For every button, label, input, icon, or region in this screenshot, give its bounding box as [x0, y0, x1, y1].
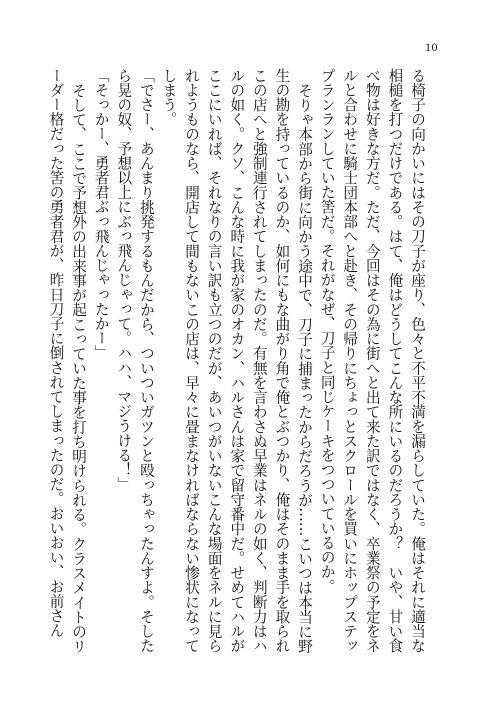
page-number: 10	[425, 40, 438, 54]
paragraph-1: る椅子の向かいにはその刀子が座り、色々と不平不満を漏らしていた。俺はそれに適当な相槌を打つだけである。はて、俺はどうしてこんな所にいるのだろうか？ いや、甘い食べ物は好きな方だ。ただ、今回はその為に街へと出て来た訳ではなく、卒業祭の予定をネルと合わせに騎士団本部へと赴き、その帰りにちょっとスクロールを買いにホップステップランランしていた筈だ。それがなぜ、刀子と同じケーキをつついているのか。	[318, 68, 426, 653]
paragraph-2: そりゃ本部から街に向かう途中で、刀子に捕まったからだろうが……こいつは本当に野生の勘を持っているのか、如何にもな曲がり角で俺とぶつかり、俺はそのまま手を取られこの店へと強制連行されてしまったのだ。有無を言わさぬ早業はネルの如く、判断力はハルの如く。クソ、こんな時に我が家のオカン、ハルさんは家で留守番中だ。せめてハルがここにいれば、それなりの言い訳も立つのだが、あいつがいないこんな場面をネルに見られようものなら、開店して間もないこの店は、早々に畳まなければならない惨状になってしまう。	[160, 68, 314, 653]
paragraph-5: そして、ここで予想外の出来事が起こっていた事を打ち明けられる。クラスメイトのリーダー格だった筈の勇者君が、昨日刀子に倒されてしまったのだ。おいおい、お前さん	[47, 68, 88, 653]
vertical-text-body	[47, 68, 428, 653]
paragraph-3-dialogue: 「でさー、あんまり挑発するもんだから、ついついガツンと殴っちゃったんすよ。そしたら晃の奴、予想以上にぶっ飛んじゃって。ハハ、マジうける！」	[115, 68, 155, 653]
paragraph-4-dialogue: 「そっかー、勇者君ぶっ飛んじゃったかー」	[92, 68, 110, 360]
